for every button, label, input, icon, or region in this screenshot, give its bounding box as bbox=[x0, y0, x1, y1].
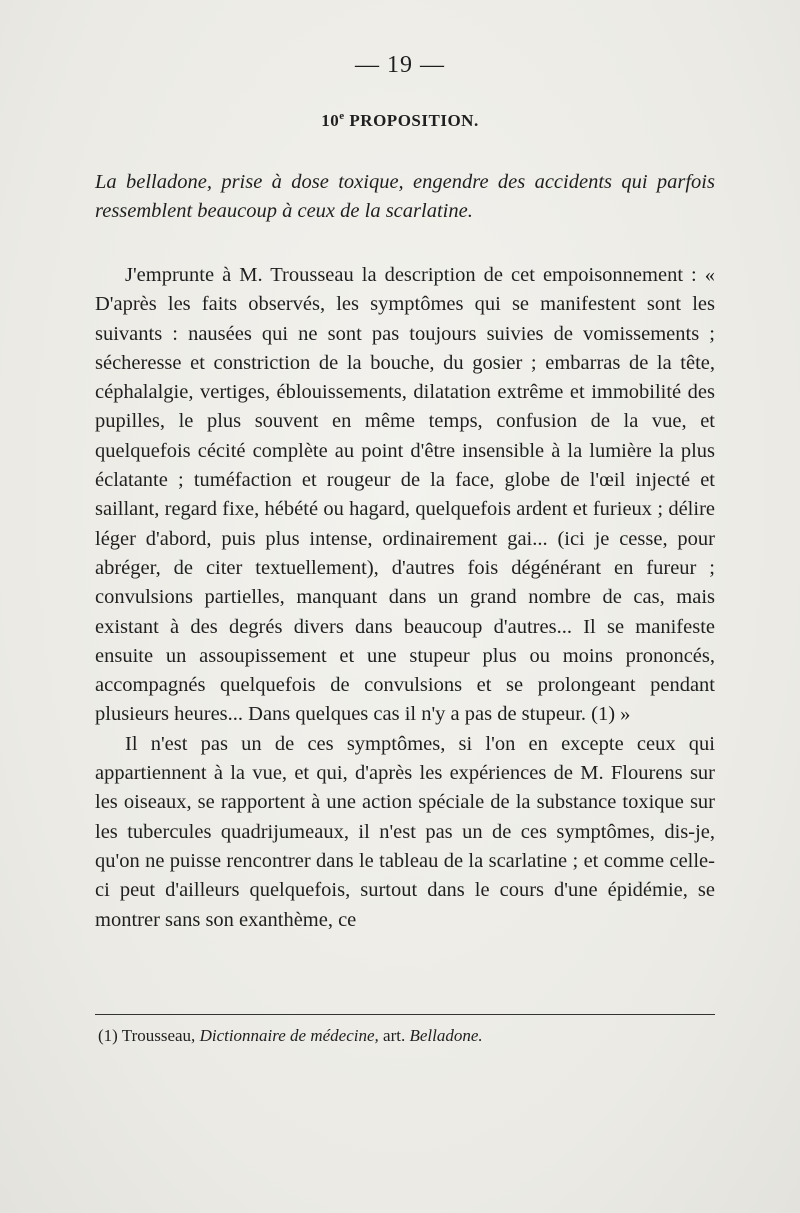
footnote-marker: (1) bbox=[98, 1026, 118, 1045]
section-number: 10 bbox=[321, 111, 340, 130]
body-text bbox=[95, 261, 715, 935]
paragraph: J'emprunte à M. Trousseau la description de cet empoisonnement : « D'après les faits observés, les symptômes qui se manifestent sont les suivants : nausées qui ne sont pas toujours suivies de vomissements ; sécheresse et constriction de la bouche, du gosier ; embarras de la tête, céphalalgie, vertiges, éblouissements, dilatation extrême et immobilité des pupilles, le plus souvent en même temps, confusion de la vue, et quelquefois cécité complète au point d'être insensible à la lumière la plus éclatante ; tuméfaction et rougeur de la face, globe de l'œil injecté et saillant, regard fixe, hébété ou hagard, quelquefois ardent et furieux ; délire léger d'abord, puis plus intense, ordinairement gai... (ici je cesse, pour abréger, de citer textuellement), d'autres fois dégénérant en fureur ; convulsions partielles, manquant dans un grand nombre de cas, mais existant à des degrés divers dans beaucoup d'autres... Il se manifeste ensuite un assoupissement et une stupeur plus ou moins prononcés, accompagnés quelquefois de convulsions et se prolongeant pendant plusieurs heures... Dans quelques cas il n'y a pas de stupeur. (1) » bbox=[95, 264, 715, 726]
footnote-entry: Belladone. bbox=[409, 1026, 483, 1045]
paragraph: Il n'est pas un de ces symptômes, si l'on en excepte ceux qui appartiennent à la vue, et qui, d'après les expériences de M. Flourens sur les oiseaux, se rapportent à une action spéciale de la substance toxique sur les tubercules quadrijumeaux, il n'est pas un de ces symptômes, dis-je, qu'on ne puisse rencontrer dans le tableau de la scarlatine ; et comme celle-ci peut d'ailleurs quelquefois, surtout dans le cours d'une épidémie, se montrer sans son exanthème, ce bbox=[95, 732, 715, 931]
footnote-art: art. bbox=[383, 1026, 406, 1045]
section-title bbox=[0, 110, 800, 131]
section-number-suffix: e bbox=[339, 110, 345, 122]
footnote-divider bbox=[95, 1014, 715, 1015]
page-number: — 19 — bbox=[355, 52, 445, 78]
footnote bbox=[98, 1026, 718, 1046]
footnote-author: Trousseau, bbox=[121, 1026, 196, 1045]
footnote-work: Dictionnaire de médecine, bbox=[199, 1026, 379, 1045]
proposition-statement: La belladone, prise à dose toxique, engendre des accidents qui parfois ressemblent beaucoup à ceux de la scarlatine. bbox=[95, 171, 715, 222]
section-label: PROPOSITION. bbox=[349, 111, 479, 130]
